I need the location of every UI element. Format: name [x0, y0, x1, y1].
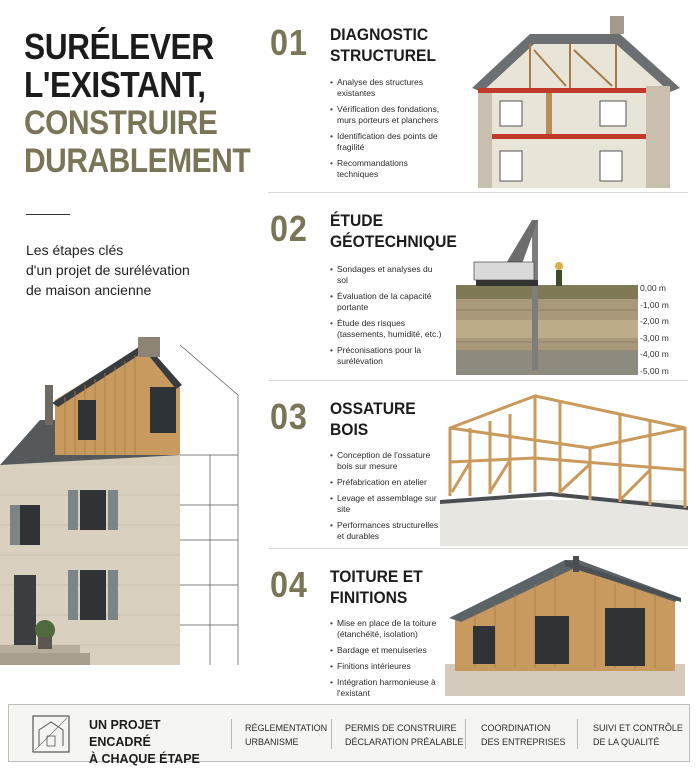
step-2-list [330, 264, 445, 372]
subtitle-line-1: Les étapes clés [26, 242, 124, 258]
list-item: • Performances structurelles et durables [330, 520, 445, 542]
step-2-title-line-2: GÉOTECHNIQUE [330, 232, 457, 251]
footer-title-line-2: À CHAQUE ÉTAPE [89, 752, 200, 766]
footer-title [89, 717, 219, 768]
list-item: • Levage et assemblage sur site [330, 493, 445, 515]
step-divider [268, 548, 688, 549]
step-4-number: 04 [270, 564, 308, 605]
list-item: • Sondages et analyses du sol [330, 264, 445, 286]
step-3-list [330, 450, 445, 547]
hero-title-line-1: SURÉLEVER [24, 26, 214, 67]
step-2-title [330, 210, 457, 252]
step-4-title [330, 566, 450, 608]
step-3-title-line-2: BOIS [330, 420, 369, 439]
list-item: • Préconisations pour la surélévation [330, 345, 445, 367]
footer-item-line-2: DES ENTREPRISES [481, 737, 566, 747]
list-item: • Identification des points de fragilité [330, 131, 445, 153]
step-3-title-line-1: OSSATURE [330, 399, 416, 418]
list-item: • Bardage et menuiseries [330, 645, 445, 656]
geotechnical-study-illustration [456, 200, 638, 375]
subtitle-line-2: d'un projet de surélévation [26, 262, 190, 278]
footer-item-line-1: PERMIS DE CONSTRUIRE [345, 723, 457, 733]
roof-finishing-illustration [445, 556, 685, 696]
step-divider [268, 192, 688, 193]
house-raising-illustration [0, 325, 248, 675]
depth-scale [640, 280, 696, 379]
list-item: • Préfabrication en atelier [330, 477, 445, 488]
list-item: • Intégration harmonieuse à l'existant [330, 677, 445, 699]
footer-divider [577, 719, 578, 749]
step-3-title [330, 398, 450, 440]
step-4-title-line-1: TOITURE ET [330, 567, 423, 586]
step-1-number: 01 [270, 22, 308, 63]
list-item: • Conception de l'ossature bois sur mesure [330, 450, 445, 472]
footer-item-quality [593, 721, 683, 749]
list-item: • Recommandations techniques [330, 158, 445, 180]
depth-label: -3,00 m [640, 332, 669, 343]
list-item: • Mise en place de la toiture (étanchéité, isolation) [330, 618, 445, 640]
list-item: • Évaluation de la capacité portante [330, 291, 445, 313]
step-4-list [330, 618, 445, 704]
footer-divider [465, 719, 466, 749]
step-2-number: 02 [270, 208, 308, 249]
hero-title-line-3: CONSTRUIRE [24, 104, 218, 142]
footer-title-line-1: UN PROJET ENCADRÉ [89, 718, 161, 749]
depth-label: -1,00 m [640, 299, 669, 310]
subtitle-line-3: de maison ancienne [26, 282, 152, 298]
step-3-number: 03 [270, 396, 308, 437]
step-divider [268, 380, 688, 381]
footer-item-coordination [481, 721, 566, 749]
depth-label: -2,00 m [640, 316, 669, 326]
list-item: • Analyse des structures existantes [330, 77, 445, 99]
hero-divider [26, 214, 70, 215]
hero-title-line-4: DURABLEMENT [24, 142, 251, 180]
step-4-title-line-2: FINITIONS [330, 588, 408, 607]
depth-label: 0,00 m [640, 283, 666, 293]
footer-item-line-1: SUIVI ET CONTRÔLE [593, 723, 683, 733]
hero-title-line-2: L'EXISTANT, [24, 64, 206, 105]
list-item: • Finitions intérieures [330, 661, 445, 672]
step-1-title [330, 24, 450, 66]
footer-item-regulation [245, 721, 327, 749]
footer-banner [8, 704, 690, 766]
depth-label: -5,00 m [640, 365, 669, 376]
step-2-title-line-1: ÉTUDE [330, 211, 384, 230]
step-1-title-line-2: STRUCTUREL [330, 46, 437, 65]
depth-label: -4,00 m [640, 349, 669, 359]
footer-item-line-2: URBANISME [245, 737, 299, 747]
structural-diagnosis-illustration [470, 16, 685, 188]
step-1-title-line-1: DIAGNOSTIC [330, 25, 429, 44]
blueprint-icon [31, 714, 71, 754]
list-item: • Étude des risques (tassements, humidité, etc.) [330, 318, 445, 340]
hero-subtitle [26, 240, 236, 300]
step-1-list [330, 77, 445, 185]
footer-item-line-2: DE LA QUALITÉ [593, 737, 660, 747]
footer-item-permit [345, 721, 463, 749]
hero-title [24, 28, 254, 180]
footer-divider [231, 719, 232, 749]
list-item: • Vérification des fondations, murs porteurs et planchers [330, 104, 445, 126]
footer-item-line-1: RÉGLEMENTATION [245, 723, 328, 733]
timber-frame-illustration [440, 388, 688, 546]
footer-item-line-1: COORDINATION [481, 723, 551, 733]
footer-divider [331, 719, 332, 749]
footer-item-line-2: DÉCLARATION PRÉALABLE [345, 737, 464, 747]
